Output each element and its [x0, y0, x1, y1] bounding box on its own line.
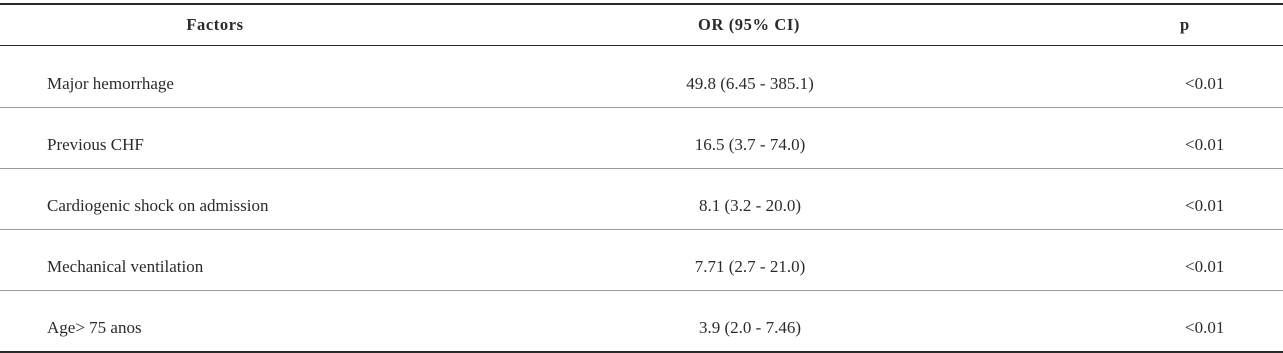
table-row — [0, 108, 1283, 169]
table-row — [0, 46, 1283, 108]
table-row — [0, 291, 1283, 353]
p-value-cell: <0.01 — [1185, 196, 1225, 215]
p-value-cell: <0.01 — [1185, 135, 1225, 154]
table-row — [0, 230, 1283, 291]
table-row — [0, 169, 1283, 230]
table-body — [0, 46, 1283, 353]
factor-cell: Cardiogenic shock on admission — [47, 196, 269, 215]
odds-ratio-cell: 7.71 (2.7 - 21.0) — [694, 257, 806, 276]
odds-ratio-cell: 16.5 (3.7 - 74.0) — [694, 135, 806, 154]
p-value-cell: <0.01 — [1185, 257, 1225, 276]
header-odds-ratio: OR (95% CI) — [698, 15, 800, 34]
factor-cell: Major hemorrhage — [47, 73, 174, 93]
p-value-cell: <0.01 — [1185, 318, 1225, 337]
odds-ratio-table — [0, 3, 1283, 353]
odds-ratio-cell: 49.8 (6.45 - 385.1) — [686, 73, 814, 93]
p-value-cell: <0.01 — [1185, 73, 1225, 93]
table-header — [0, 4, 1283, 46]
header-row — [0, 4, 1283, 46]
odds-ratio-cell: 3.9 (2.0 - 7.46) — [699, 318, 801, 337]
factor-cell: Age> 75 anos — [47, 318, 142, 337]
header-factors: Factors — [186, 15, 244, 34]
odds-ratio-cell: 8.1 (3.2 - 20.0) — [699, 196, 801, 215]
factor-cell: Mechanical ventilation — [47, 257, 204, 276]
factor-cell: Previous CHF — [47, 135, 144, 154]
header-p-value: p — [1180, 15, 1190, 34]
